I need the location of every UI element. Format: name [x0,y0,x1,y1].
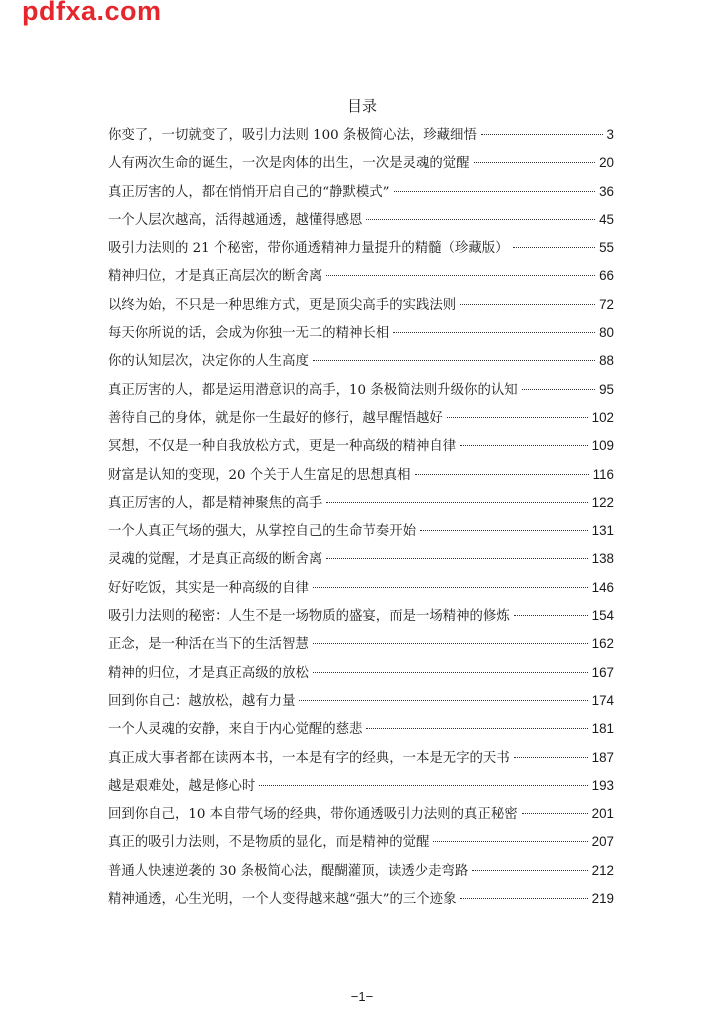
toc-dot-leader [481,134,603,135]
toc-entry-page-number[interactable]: 72 [599,296,614,312]
toc-entry[interactable] [108,545,614,573]
toc-entry[interactable] [108,630,614,658]
toc-entry-title[interactable]: 精神归位，才是真正高层次的断舍离 [108,269,323,285]
toc-dot-leader [393,332,595,333]
toc-dot-leader [513,247,596,248]
toc-entry[interactable] [108,319,614,347]
toc-entry-title[interactable]: 灵魂的觉醒，才是真正高级的断舍离 [108,552,323,568]
toc-entry-title[interactable]: 一个人灵魂的安静，来自于内心觉醒的慈悲 [108,722,363,738]
toc-entry[interactable] [108,347,614,375]
toc-entry-page-number[interactable]: 187 [591,749,614,765]
table-of-contents [108,121,614,913]
toc-entry-title[interactable]: 回到你自己，10 本自带气场的经典，带你通透吸引力法则的真正秘密 [108,807,518,823]
toc-entry-page-number[interactable]: 102 [591,409,614,425]
toc-dot-leader [474,162,596,163]
toc-entry-page-number[interactable]: 88 [599,353,614,369]
toc-entry-title[interactable]: 冥想，不仅是一种自我放松方式，更是一种高级的精神自律 [108,439,457,455]
toc-entry-title[interactable]: 精神的归位，才是真正高级的放松 [108,665,309,681]
toc-entry-title[interactable]: 一个人真正气场的强大，从掌控自己的生命节奏开始 [108,524,416,540]
toc-entry[interactable] [108,149,614,177]
toc-dot-leader [522,813,588,814]
toc-entry-page-number[interactable]: 207 [591,834,614,850]
toc-dot-leader [313,643,588,644]
toc-entry-page-number[interactable]: 45 [599,211,614,227]
toc-entry[interactable] [108,715,614,743]
toc-dot-leader [326,502,587,503]
toc-entry-page-number[interactable]: 66 [599,268,614,284]
toc-entry-title[interactable]: 财富是认知的变现，20 个关于人生富足的思想真相 [108,467,411,483]
toc-entry-title[interactable]: 真正成大事者都在读两本书，一本是有字的经典，一本是无字的天书 [108,750,510,766]
toc-entry-page-number[interactable]: 201 [591,806,614,822]
toc-entry[interactable] [108,206,614,234]
watermark-logo: pdfxa.com [22,0,162,26]
toc-dot-leader [433,841,587,842]
toc-entry-title[interactable]: 吸引力法则的秘密：人生不是一场物质的盛宴，而是一场精神的修炼 [108,609,510,625]
toc-dot-leader [299,700,587,701]
toc-dot-leader [259,785,587,786]
toc-entry-page-number[interactable]: 116 [592,466,614,482]
toc-entry-page-number[interactable]: 162 [591,636,614,652]
toc-dot-leader [460,898,587,899]
toc-entry-title[interactable]: 真正厉害的人，都在悄悄开启自己的“静默模式” [108,184,390,200]
toc-entry-page-number[interactable]: 80 [599,325,614,341]
toc-entry-title[interactable]: 你变了，一切就变了，吸引力法则 100 条极简心法，珍藏细悟 [108,128,477,143]
toc-entry[interactable] [108,687,614,715]
toc-entry-title[interactable]: 吸引力法则的 21 个秘密，带你通透精神力量提升的精髓（珍藏版） [108,241,509,257]
toc-entry[interactable] [108,178,614,206]
toc-entry-page-number[interactable]: 154 [591,608,614,624]
toc-entry-title[interactable]: 越是艰难处，越是修心时 [108,778,256,794]
toc-entry-page-number[interactable]: 212 [591,862,614,878]
toc-entry[interactable] [108,262,614,290]
toc-entry-page-number[interactable]: 138 [591,551,614,567]
toc-entry[interactable] [108,404,614,432]
toc-dot-leader [447,417,588,418]
toc-dot-leader [313,587,588,588]
toc-entry-page-number[interactable]: 95 [599,381,614,397]
toc-dot-leader [522,389,595,390]
toc-entry-title[interactable]: 你的认知层次，决定你的人生高度 [108,354,309,370]
toc-entry-title[interactable]: 好好吃饭，其实是一种高级的自律 [108,580,309,596]
toc-dot-leader [514,757,588,758]
toc-entry-title[interactable]: 真正厉害的人，都是精神聚焦的高手 [108,495,323,511]
toc-entry[interactable] [108,376,614,404]
toc-entry-title[interactable]: 回到你自己：越放松，越有力量 [108,693,296,709]
toc-entry-page-number[interactable]: 219 [591,891,614,907]
toc-entry-title[interactable]: 精神通透，心生光明，一个人变得越来越“强大”的三个迹象 [108,892,457,908]
toc-entry[interactable] [108,857,614,885]
toc-entry-page-number[interactable]: 181 [591,721,614,737]
toc-entry-page-number[interactable]: 122 [591,494,614,510]
toc-dot-leader [313,360,595,361]
toc-dot-leader [460,445,588,446]
toc-title: 目录 [346,97,377,115]
toc-entry-page-number[interactable]: 55 [599,240,614,256]
toc-entry-page-number[interactable]: 3 [606,127,614,142]
toc-entry-page-number[interactable]: 109 [591,438,614,454]
toc-entry[interactable] [108,574,614,602]
toc-entry[interactable] [108,800,614,828]
toc-dot-leader [366,219,595,220]
toc-entry[interactable] [108,461,614,489]
toc-dot-leader [514,615,588,616]
toc-entry[interactable] [108,659,614,687]
toc-entry[interactable] [108,432,614,460]
toc-entry-page-number[interactable]: 193 [591,777,614,793]
toc-entry[interactable] [108,828,614,856]
toc-entry-page-number[interactable]: 20 [599,155,614,171]
toc-entry-page-number[interactable]: 131 [591,523,614,539]
toc-dot-leader [326,275,595,276]
toc-entry[interactable] [108,234,614,262]
toc-entry[interactable] [108,291,614,319]
toc-entry[interactable] [108,602,614,630]
toc-entry-title[interactable]: 正念，是一种活在当下的生活智慧 [108,637,309,653]
toc-entry-title[interactable]: 普通人快速逆袭的 30 条极简心法，醍醐灌顶，读透少走弯路 [108,863,469,879]
toc-entry-title[interactable]: 以终为始，不只是一种思维方式，更是顶尖高手的实践法则 [108,297,457,313]
toc-entry-page-number[interactable]: 174 [591,692,614,708]
toc-entry[interactable] [108,744,614,772]
toc-entry-title[interactable]: 每天你所说的话，会成为你独一无二的精神长相 [108,326,390,342]
page-number: −1− [350,989,374,1004]
toc-dot-leader [472,870,587,871]
toc-dot-leader [326,558,587,559]
toc-dot-leader [420,530,588,531]
toc-entry-title[interactable]: 一个人层次越高，活得越通透，越懂得感恩 [108,212,363,228]
toc-dot-leader [415,474,589,475]
toc-entry-page-number[interactable]: 167 [591,664,614,680]
toc-dot-leader [460,304,595,305]
toc-dot-leader [313,672,588,673]
toc-entry-page-number[interactable]: 36 [599,183,614,199]
toc-entry[interactable] [108,121,614,149]
toc-entry-title[interactable]: 善待自己的身体，就是你一生最好的修行，越早醒悟越好 [108,410,443,426]
toc-entry[interactable] [108,885,614,913]
toc-entry-page-number[interactable]: 146 [591,579,614,595]
toc-dot-leader [394,191,596,192]
toc-entry[interactable] [108,517,614,545]
toc-dot-leader [366,728,587,729]
toc-entry-title[interactable]: 人有两次生命的诞生，一次是肉体的出生，一次是灵魂的觉醒 [108,156,470,172]
toc-entry[interactable] [108,772,614,800]
toc-entry[interactable] [108,489,614,517]
toc-entry-title[interactable]: 真正厉害的人，都是运用潜意识的高手，10 条极简法则升级你的认知 [108,382,518,398]
toc-entry-title[interactable]: 真正的吸引力法则，不是物质的显化，而是精神的觉醒 [108,835,430,851]
